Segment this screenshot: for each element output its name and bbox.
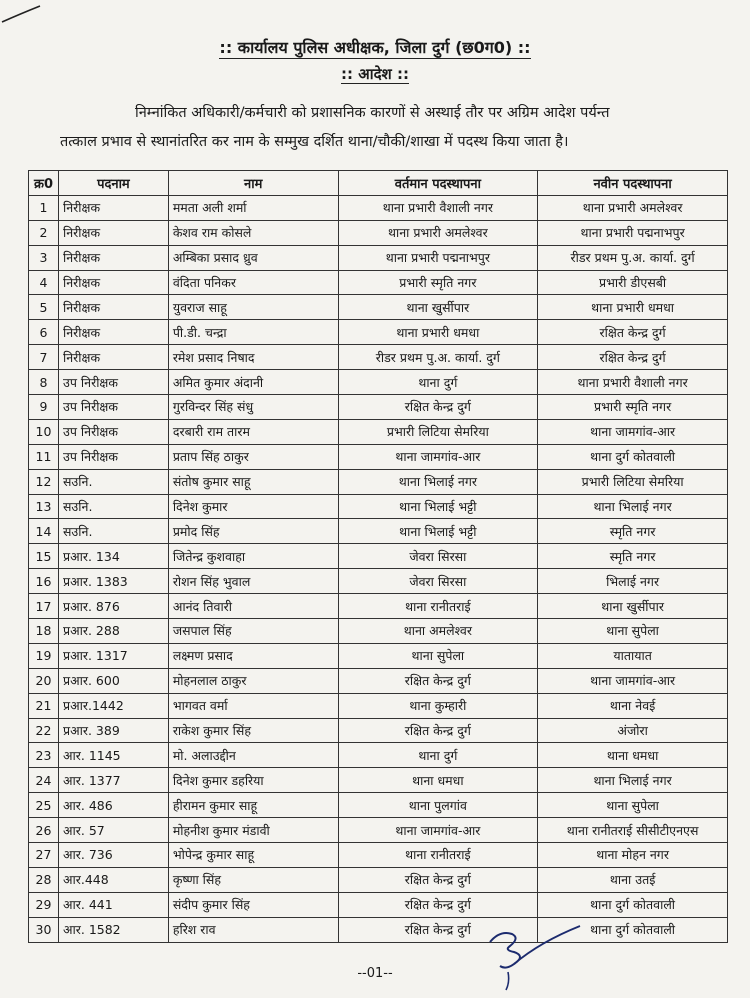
table-row: [29, 419, 728, 444]
new-posting-cell: थाना सुपेला: [538, 619, 728, 644]
current-posting-cell: थाना खुर्सीपार: [338, 295, 538, 320]
new-posting-cell: थाना नेवई: [538, 693, 728, 718]
current-posting-cell: थाना प्रभारी वैशाली नगर: [338, 195, 538, 220]
serial-cell: 7: [29, 345, 59, 370]
serial-cell: 19: [29, 643, 59, 668]
corner-stroke-mark: [0, 0, 60, 30]
current-posting-cell: थाना प्रभारी धमधा: [338, 320, 538, 345]
new-posting-cell: प्रभारी स्मृति नगर: [538, 395, 728, 420]
rank-cell: आर. 486: [58, 793, 168, 818]
current-posting-cell: थाना प्रभारी अमलेश्वर: [338, 220, 538, 245]
current-posting-cell: थाना धमधा: [338, 768, 538, 793]
table-row: [29, 345, 728, 370]
rank-cell: प्रआर. 288: [58, 619, 168, 644]
name-cell: रमेश प्रसाद निषाद: [168, 345, 338, 370]
rank-cell: आर. 57: [58, 818, 168, 843]
new-posting-cell: थाना जामगांव-आर: [538, 668, 728, 693]
rank-cell: प्रआर. 1317: [58, 643, 168, 668]
current-posting-cell: जेवरा सिरसा: [338, 569, 538, 594]
new-posting-cell: रीडर प्रथम पु.अ. कार्या. दुर्ग: [538, 245, 728, 270]
rank-cell: निरीक्षक: [58, 220, 168, 245]
serial-cell: 17: [29, 594, 59, 619]
intro-line-2: तत्काल प्रभाव से स्थानांतरित कर नाम के सम्मुख दर्शित थाना/चौकी/शाखा में पदस्थ किया जाता है।: [60, 134, 569, 150]
table-row: [29, 743, 728, 768]
rank-cell: निरीक्षक: [58, 295, 168, 320]
current-posting-cell: थाना जामगांव-आर: [338, 818, 538, 843]
table-row: [29, 892, 728, 917]
new-posting-cell: यातायात: [538, 643, 728, 668]
transfer-table: [28, 170, 728, 943]
current-posting-cell: रक्षित केन्द्र दुर्ग: [338, 867, 538, 892]
serial-cell: 27: [29, 843, 59, 868]
rank-cell: आर. 1582: [58, 917, 168, 942]
serial-cell: 11: [29, 444, 59, 469]
table-row: [29, 270, 728, 295]
name-cell: राकेश कुमार सिंह: [168, 718, 338, 743]
new-posting-cell: थाना दुर्ग कोतवाली: [538, 444, 728, 469]
rank-cell: प्रआर. 389: [58, 718, 168, 743]
name-cell: भोपेन्द्र कुमार साहू: [168, 843, 338, 868]
serial-cell: 8: [29, 370, 59, 395]
name-cell: हीरामन कुमार साहू: [168, 793, 338, 818]
rank-cell: निरीक्षक: [58, 320, 168, 345]
rank-cell: सउनि.: [58, 469, 168, 494]
name-cell: भागवत वर्मा: [168, 693, 338, 718]
table-row: [29, 594, 728, 619]
col-header-current-posting: वर्तमान पदस्थापना: [338, 171, 538, 196]
serial-cell: 28: [29, 867, 59, 892]
current-posting-cell: थाना जामगांव-आर: [338, 444, 538, 469]
new-posting-cell: थाना प्रभारी अमलेश्वर: [538, 195, 728, 220]
table-row: [29, 295, 728, 320]
table-body: [29, 195, 728, 942]
table-row: [29, 569, 728, 594]
col-header-rank: पदनाम: [58, 171, 168, 196]
rank-cell: प्रआर. 1383: [58, 569, 168, 594]
current-posting-cell: थाना भिलाई भट्टी: [338, 494, 538, 519]
new-posting-cell: थाना खुर्सीपार: [538, 594, 728, 619]
current-posting-cell: थाना दुर्ग: [338, 370, 538, 395]
table-row: [29, 718, 728, 743]
table-row: [29, 195, 728, 220]
rank-cell: प्रआर. 134: [58, 544, 168, 569]
current-posting-cell: थाना रानीतराई: [338, 843, 538, 868]
new-posting-cell: रक्षित केन्द्र दुर्ग: [538, 320, 728, 345]
serial-cell: 15: [29, 544, 59, 569]
current-posting-cell: थाना प्रभारी पद्मनाभपुर: [338, 245, 538, 270]
current-posting-cell: रक्षित केन्द्र दुर्ग: [338, 668, 538, 693]
new-posting-cell: थाना रानीतराई सीसीटीएनएस: [538, 818, 728, 843]
name-cell: आनंद तिवारी: [168, 594, 338, 619]
name-cell: अम्बिका प्रसाद ध्रुव: [168, 245, 338, 270]
current-posting-cell: थाना अमलेश्वर: [338, 619, 538, 644]
table-row: [29, 519, 728, 544]
page-number: --01--: [357, 966, 393, 981]
new-posting-cell: थाना भिलाई नगर: [538, 494, 728, 519]
serial-cell: 5: [29, 295, 59, 320]
rank-cell: उप निरीक्षक: [58, 444, 168, 469]
current-posting-cell: जेवरा सिरसा: [338, 544, 538, 569]
table-row: [29, 867, 728, 892]
new-posting-cell: प्रभारी लिटिया सेमरिया: [538, 469, 728, 494]
table-row: [29, 220, 728, 245]
current-posting-cell: थाना कुम्हारी: [338, 693, 538, 718]
name-cell: युवराज साहू: [168, 295, 338, 320]
name-cell: जसपाल सिंह: [168, 619, 338, 644]
table-row: [29, 444, 728, 469]
new-posting-cell: थाना दुर्ग कोतवाली: [538, 917, 728, 942]
current-posting-cell: थाना पुलगांव: [338, 793, 538, 818]
office-title: :: कार्यालय पुलिस अधीक्षक, जिला दुर्ग (छ0ग0) ::: [219, 38, 531, 57]
rank-cell: आर. 1145: [58, 743, 168, 768]
rank-cell: उप निरीक्षक: [58, 419, 168, 444]
table-row: [29, 320, 728, 345]
current-posting-cell: थाना भिलाई भट्टी: [338, 519, 538, 544]
table-row: [29, 768, 728, 793]
serial-cell: 3: [29, 245, 59, 270]
current-posting-cell: थाना भिलाई नगर: [338, 469, 538, 494]
new-posting-cell: स्मृति नगर: [538, 519, 728, 544]
table-row: [29, 469, 728, 494]
rank-cell: निरीक्षक: [58, 195, 168, 220]
table-row: [29, 917, 728, 942]
table-row: [29, 370, 728, 395]
current-posting-cell: रक्षित केन्द्र दुर्ग: [338, 395, 538, 420]
table-row: [29, 619, 728, 644]
intro-line-1: निम्नांकित अधिकारी/कर्मचारी को प्रशासनिक कारणों से अस्थाई तौर पर अग्रिम आदेश पर्यन्त: [135, 105, 610, 121]
current-posting-cell: थाना रानीतराई: [338, 594, 538, 619]
table-row: [29, 395, 728, 420]
serial-cell: 20: [29, 668, 59, 693]
name-cell: दरबारी राम तारम: [168, 419, 338, 444]
name-cell: दिनेश कुमार डहरिया: [168, 768, 338, 793]
name-cell: मो. अलाउद्दीन: [168, 743, 338, 768]
name-cell: पी.डी. चन्द्रा: [168, 320, 338, 345]
current-posting-cell: प्रभारी लिटिया सेमरिया: [338, 419, 538, 444]
name-cell: गुरविन्दर सिंह संधु: [168, 395, 338, 420]
serial-cell: 12: [29, 469, 59, 494]
name-cell: अमित कुमार अंदानी: [168, 370, 338, 395]
table-row: [29, 693, 728, 718]
rank-cell: प्रआर. 876: [58, 594, 168, 619]
new-posting-cell: अंजोरा: [538, 718, 728, 743]
serial-cell: 9: [29, 395, 59, 420]
col-header-new-posting: नवीन पदस्थापना: [538, 171, 728, 196]
table-header-row: [29, 171, 728, 196]
table-row: [29, 668, 728, 693]
serial-cell: 1: [29, 195, 59, 220]
current-posting-cell: थाना दुर्ग: [338, 743, 538, 768]
new-posting-cell: प्रभारी डीएसबी: [538, 270, 728, 295]
name-cell: वंदिता पनिकर: [168, 270, 338, 295]
name-cell: जितेन्द्र कुशवाहा: [168, 544, 338, 569]
current-posting-cell: थाना सुपेला: [338, 643, 538, 668]
table-row: [29, 544, 728, 569]
rank-cell: उप निरीक्षक: [58, 395, 168, 420]
serial-cell: 25: [29, 793, 59, 818]
serial-cell: 24: [29, 768, 59, 793]
serial-cell: 23: [29, 743, 59, 768]
col-header-name: नाम: [168, 171, 338, 196]
serial-cell: 22: [29, 718, 59, 743]
serial-cell: 29: [29, 892, 59, 917]
name-cell: मोहनीश कुमार मंडावी: [168, 818, 338, 843]
new-posting-cell: थाना जामगांव-आर: [538, 419, 728, 444]
table-row: [29, 793, 728, 818]
new-posting-cell: थाना प्रभारी वैशाली नगर: [538, 370, 728, 395]
new-posting-cell: थाना मोहन नगर: [538, 843, 728, 868]
rank-cell: प्रआर. 600: [58, 668, 168, 693]
serial-cell: 4: [29, 270, 59, 295]
rank-cell: सउनि.: [58, 494, 168, 519]
new-posting-cell: थाना प्रभारी धमधा: [538, 295, 728, 320]
serial-cell: 26: [29, 818, 59, 843]
name-cell: प्रताप सिंह ठाकुर: [168, 444, 338, 469]
table-row: [29, 494, 728, 519]
new-posting-cell: थाना दुर्ग कोतवाली: [538, 892, 728, 917]
current-posting-cell: प्रभारी स्मृति नगर: [338, 270, 538, 295]
name-cell: प्रमोद सिंह: [168, 519, 338, 544]
serial-cell: 18: [29, 619, 59, 644]
rank-cell: निरीक्षक: [58, 345, 168, 370]
new-posting-cell: थाना प्रभारी पद्मनाभपुर: [538, 220, 728, 245]
table-row: [29, 245, 728, 270]
serial-cell: 14: [29, 519, 59, 544]
name-cell: मोहनलाल ठाकुर: [168, 668, 338, 693]
new-posting-cell: स्मृति नगर: [538, 544, 728, 569]
rank-cell: निरीक्षक: [58, 245, 168, 270]
name-cell: ममता अली शर्मा: [168, 195, 338, 220]
name-cell: लक्ष्मण प्रसाद: [168, 643, 338, 668]
name-cell: केशव राम कोसले: [168, 220, 338, 245]
current-posting-cell: रक्षित केन्द्र दुर्ग: [338, 917, 538, 942]
name-cell: संतोष कुमार साहू: [168, 469, 338, 494]
col-header-serial: क्र0: [29, 171, 59, 196]
rank-cell: उप निरीक्षक: [58, 370, 168, 395]
new-posting-cell: भिलाई नगर: [538, 569, 728, 594]
new-posting-cell: थाना धमधा: [538, 743, 728, 768]
name-cell: रोशन सिंह भुवाल: [168, 569, 338, 594]
new-posting-cell: थाना भिलाई नगर: [538, 768, 728, 793]
serial-cell: 6: [29, 320, 59, 345]
serial-cell: 2: [29, 220, 59, 245]
current-posting-cell: रक्षित केन्द्र दुर्ग: [338, 718, 538, 743]
table-row: [29, 818, 728, 843]
rank-cell: आर. 736: [58, 843, 168, 868]
rank-cell: आर. 1377: [58, 768, 168, 793]
rank-cell: प्रआर.1442: [58, 693, 168, 718]
rank-cell: सउनि.: [58, 519, 168, 544]
name-cell: कृष्णा सिंह: [168, 867, 338, 892]
serial-cell: 21: [29, 693, 59, 718]
name-cell: दिनेश कुमार: [168, 494, 338, 519]
rank-cell: आर.448: [58, 867, 168, 892]
order-title: :: आदेश ::: [341, 65, 409, 83]
new-posting-cell: थाना सुपेला: [538, 793, 728, 818]
serial-cell: 16: [29, 569, 59, 594]
rank-cell: निरीक्षक: [58, 270, 168, 295]
current-posting-cell: रीडर प्रथम पु.अ. कार्या. दुर्ग: [338, 345, 538, 370]
serial-cell: 10: [29, 419, 59, 444]
serial-cell: 30: [29, 917, 59, 942]
current-posting-cell: रक्षित केन्द्र दुर्ग: [338, 892, 538, 917]
rank-cell: आर. 441: [58, 892, 168, 917]
serial-cell: 13: [29, 494, 59, 519]
name-cell: हरिश राव: [168, 917, 338, 942]
name-cell: संदीप कुमार सिंह: [168, 892, 338, 917]
new-posting-cell: रक्षित केन्द्र दुर्ग: [538, 345, 728, 370]
new-posting-cell: थाना उतई: [538, 867, 728, 892]
table-row: [29, 643, 728, 668]
table-row: [29, 843, 728, 868]
